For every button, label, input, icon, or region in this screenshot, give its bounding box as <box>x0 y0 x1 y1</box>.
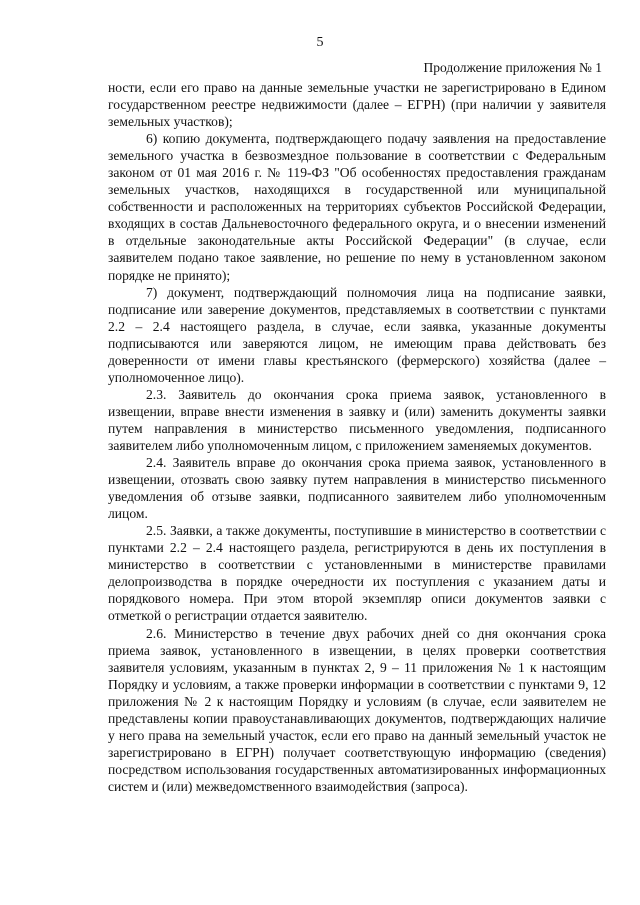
paragraph-section-2-6: 2.6. Министерство в течение двух рабочих дней со дня окончания срока приема заявок, установленного в извещении, в целях проверки соответствия заявителя условиям, указанным в пунктах 2, 9 – 11 приложения № 1 к настоящим Порядку и условиям, а также проверки информации в соответствии с пунктами 9, 12 приложения № 2 к настоящим Порядку и условиям (в случае, если заявителем не представлены копии правоустанавливающих документов, подтверждающих наличие у него права на земельный участок, если его право на данный земельный участок не зарегистрировано в ЕГРН) получает соответствующую информацию (сведения) посредством использования государственных автоматизированных информационных систем и (или) межведомственного взаимодействия (запроса). <box>108 625 606 794</box>
document-body <box>108 79 606 795</box>
page-number: 5 <box>316 35 324 50</box>
paragraph-section-2-5: 2.5. Заявки, а также документы, поступившие в министерство в соответствии с пунктами 2.2 – 2.4 настоящего раздела, регистрируются в день их поступления в министерство в соответствии с установленными в министерстве правилами делопроизводства в порядке очередности их поступления с указанием даты и порядкового номера. При этом второй экземпляр описи документов заявки с отметкой о регистрации отдается заявителю. <box>108 523 606 624</box>
appendix-continuation-note: Продолжение приложения № 1 <box>423 60 602 75</box>
paragraph-continuation: ности, если его право на данные земельные участки не зарегистрировано в Едином государственном реестре недвижимости (далее – ЕГРН) (при наличии у заявителя земельных участков); <box>108 80 606 130</box>
paragraph-section-2-3: 2.3. Заявитель до окончания срока приема заявок, установленного в извещении, вправе внести изменения в заявку и (или) заменить документы заявки путем направления в министерство письменного уведомления, подписанного заявителем либо уполномоченным лицом, с приложением заменяемых документов. <box>108 386 606 453</box>
paragraph-section-2-4: 2.4. Заявитель вправе до окончания срока приема заявок, установленного в извещении, отозвать свою заявку путем направления в министерство письменного уведомления об отзыве заявки, подписанного заявителем либо уполномоченным лицом. <box>108 455 606 522</box>
paragraph-item-7: 7) документ, подтверждающий полномочия лица на подписание заявки, подписание или заверение документов, представляемых в соответствии с пунктами 2.2 – 2.4 настоящего раздела, в случае, если заявка, указанные документы подписываются или заверяются лицом, не имеющим права действовать без доверенности от имени главы крестьянского (фермерского) хозяйства (далее – уполномоченное лицо). <box>108 284 606 385</box>
paragraph-item-6: 6) копию документа, подтверждающего подачу заявления на предоставление земельного участка в безвозмездное пользование в соответствии с Федеральным законом от 01 мая 2016 г. № 119-ФЗ "Об особенностях предоставления гражданам земельных участков, находящихся в государственной или муниципальной собственности и расположенных на территориях субъектов Российской Федерации, входящих в состав Дальневосточного федерального округа, и о внесении изменений в отдельные законодательные акты Российской Федерации" (в случае, если заявителем подано такое заявление, но решение по нему в установленном законом порядке не принято); <box>108 131 606 283</box>
